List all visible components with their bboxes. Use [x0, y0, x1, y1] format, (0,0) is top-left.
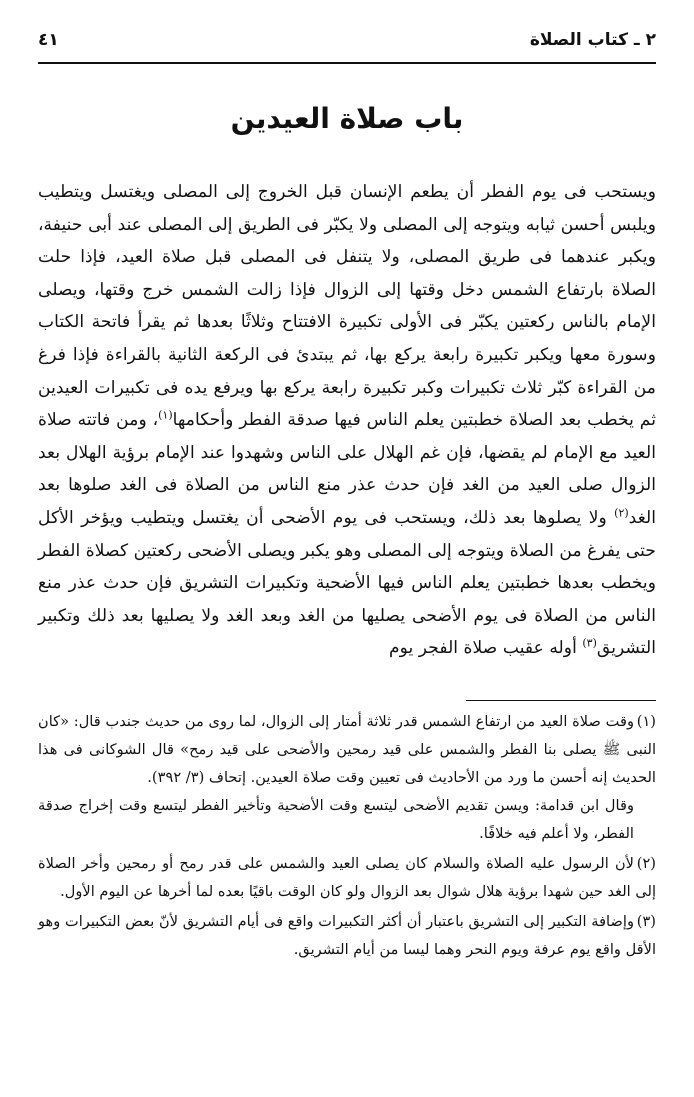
- footnote-number: (٢): [636, 855, 656, 872]
- footnote-text: لأن الرسول عليه الصلاة والسلام كان يصلى العيد والشمس على قدر رمح أو رمحين وأخر الصلاة إلى الغد حين شهدا برؤية هلال شوال بعد الزوال ولو كان الوقت باقيًا بعده لما أخرها عن اليوم الأول.: [38, 855, 656, 900]
- footnote-text: وقت صلاة العيد من ارتفاع الشمس قدر ثلاثة أمتار إلى الزوال، لما روى من حديث جندب قال: «كان النبى ﷺ يصلى بنا الفطر والشمس على قيد رمحين والأضحى على قيد رمح» قال الشوكانى فى هذا الحديث إنه أحسن ما ورد من الأحاديث فى تعيين وقت صلاة العيدين. إتحاف (٣/ ٣٩٢).: [38, 713, 656, 786]
- footnote-number: (١): [636, 713, 656, 730]
- footnote-ref-3[interactable]: (٣): [582, 636, 597, 650]
- footnote-extra: وقال ابن قدامة: ويسن تقديم الأضحى ليتسع وقت الأضحية وتأخير الفطر ليتسع وقت إخراج صدقة الفطر، ولا أعلم فيه خلافًا.: [38, 797, 634, 842]
- footnotes: [38, 708, 656, 966]
- footnote-number: (٣): [636, 913, 656, 930]
- footnote-text: وإضافة التكبير إلى التشريق باعتبار أن أكثر التكبيرات واقع فى أيام التشريق لأنّ بعض التكبيرات وهو الأقل واقع يوم عرفة ويوم النحر وهما ليسا من أيام التشريق.: [38, 913, 656, 958]
- footnote-rule: [466, 700, 656, 701]
- body-paragraph: [38, 176, 656, 665]
- footnote-ref-2[interactable]: (٢): [614, 506, 629, 520]
- footnote-ref-1[interactable]: (١): [158, 408, 173, 422]
- header-rule: [38, 62, 656, 64]
- main-text: [38, 176, 656, 665]
- body-text-part-3: ولا يصلوها بعد ذلك، ويستحب فى يوم الأضحى أن يغتسل ويتطيب ويؤخر الأكل حتى يفرغ من الصلاة ويتوجه إلى المصلى وهو يكبر ويصلى الأضحى ركعتين كصلاة الفطر ويخطب بعدها خطبتين يعلم الناس فيها الأضحية وتكبيرات التشريق فإن حدث عذر منع الناس من الصلاة فى يوم الأضحى يصليها من الغد وبعد الغد ولا يصليها بعد ذلك وتكبير التشريق: [38, 507, 656, 659]
- footnote-1: [38, 708, 656, 848]
- footnote-2: [38, 850, 656, 906]
- footnote-3: [38, 908, 656, 964]
- chapter-heading: ٢ ـ كتاب الصلاة: [529, 30, 656, 50]
- running-header: [38, 26, 656, 54]
- body-text-part-1: ويستحب فى يوم الفطر أن يطعم الإنسان قبل الخروج إلى المصلى ويغتسل ويتطيب ويلبس أحسن ثيابه ويتوجه إلى المصلى ولا يكبّر فى الطريق إلى المصلى عند أبى حنيفة، ويكبر عندهما فى طريق المصلى، ولا يتنفل فى المصلى قبل صلاة العيد، فإذا حلت الصلاة بارتفاع الشمس دخل وقتها إلى الزوال فإذا زالت الشمس خرج وقتها، ويصلى الإمام بالناس ركعتين يكبّر فى الأولى تكبيرة الافتتاح وثلاثًا بعدها ثم يقرأ فاتحة الكتاب وسورة معها ويكبر تكبيرة رابعة يركع بها، ثم يبتدئ فى الركعة الثانية بالقراءة فإذا فرغ من القراءة كبّر ثلاث تكبيرات وكبر تكبيرة رابعة يركع بها ويرفع يده فى تكبيرات العيدين ثم يخطب بعد الصلاة خطبتين يعلم الناس فيها صدقة الفطر وأحكامها: [38, 182, 656, 431]
- body-text-part-4: أوله عقيب صلاة الفجر يوم: [389, 638, 583, 659]
- body-text-part-2: ، ومن فاتته صلاة العيد مع الإمام لم يقضها، فإن غم الهلال على الناس وشهدوا عند الإمام برؤية الهلال بعد الزوال صلى العيد من الغد فإن حدث عذر منع الناس من الصلاة فى الغد صلوها بعد الغد: [38, 410, 656, 528]
- section-title: باب صلاة العيدين: [230, 102, 464, 135]
- page-number: ٤١: [38, 30, 59, 50]
